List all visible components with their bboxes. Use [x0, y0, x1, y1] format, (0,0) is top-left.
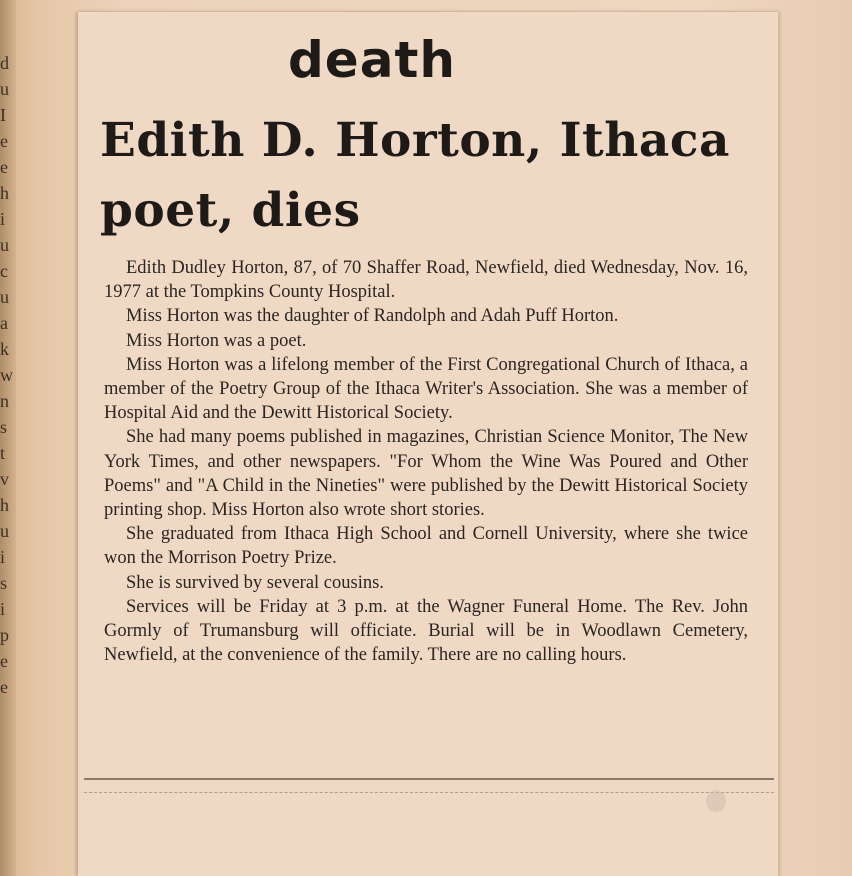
paragraph: She had many poems published in magazines, Christian Science Monitor, The New York Times, and other newspapers. "For Whom the Wine Was Poured and Other Poems" and "A Child in the Nineties" were published by the Dewitt Historical Society printing shop. Miss Horton also wrote short stories. — [104, 427, 748, 521]
paragraph: Miss Horton was a poet. — [126, 330, 307, 351]
paragraph: Miss Horton was a lifelong member of the First Congregational Church of Ithaca, a member of the Poetry Group of the Ithaca Writer's Association. She was a member of Hospital Aid and the Dewitt Historical Society. — [104, 354, 748, 424]
section-kicker: death — [288, 31, 456, 89]
paragraph: Miss Horton was the daughter of Randolph and Adah Puff Horton. — [126, 306, 619, 327]
adjacent-page-text: d u I e e h i u c u a k w n s t v h u i s i p e e — [0, 53, 13, 697]
paragraph: She graduated from Ithaca High School and Cornell University, where she twice won the Morrison Poetry Prize. — [104, 524, 748, 569]
paragraph: She is survived by several cousins. — [126, 572, 384, 593]
paragraph: Edith Dudley Horton, 87, of 70 Shaffer Road, Newfield, died Wednesday, Nov. 16, 1977 at the Tompkins County Hospital. — [104, 258, 748, 303]
paper-smudge — [706, 790, 726, 812]
paragraph: Services will be Friday at 3 p.m. at the Wagner Funeral Home. The Rev. John Gormly of Trumansburg will officiate. Burial will be in Woodlawn Cemetery, Newfield, at the convenience of the family. There are no calling hours. — [104, 596, 748, 666]
headline: Edith D. Horton, Ithaca poet, dies — [100, 113, 730, 238]
column-rule — [84, 778, 774, 780]
adjacent-page-edge — [0, 0, 16, 876]
cut-line — [84, 792, 774, 793]
article-body — [104, 256, 748, 667]
